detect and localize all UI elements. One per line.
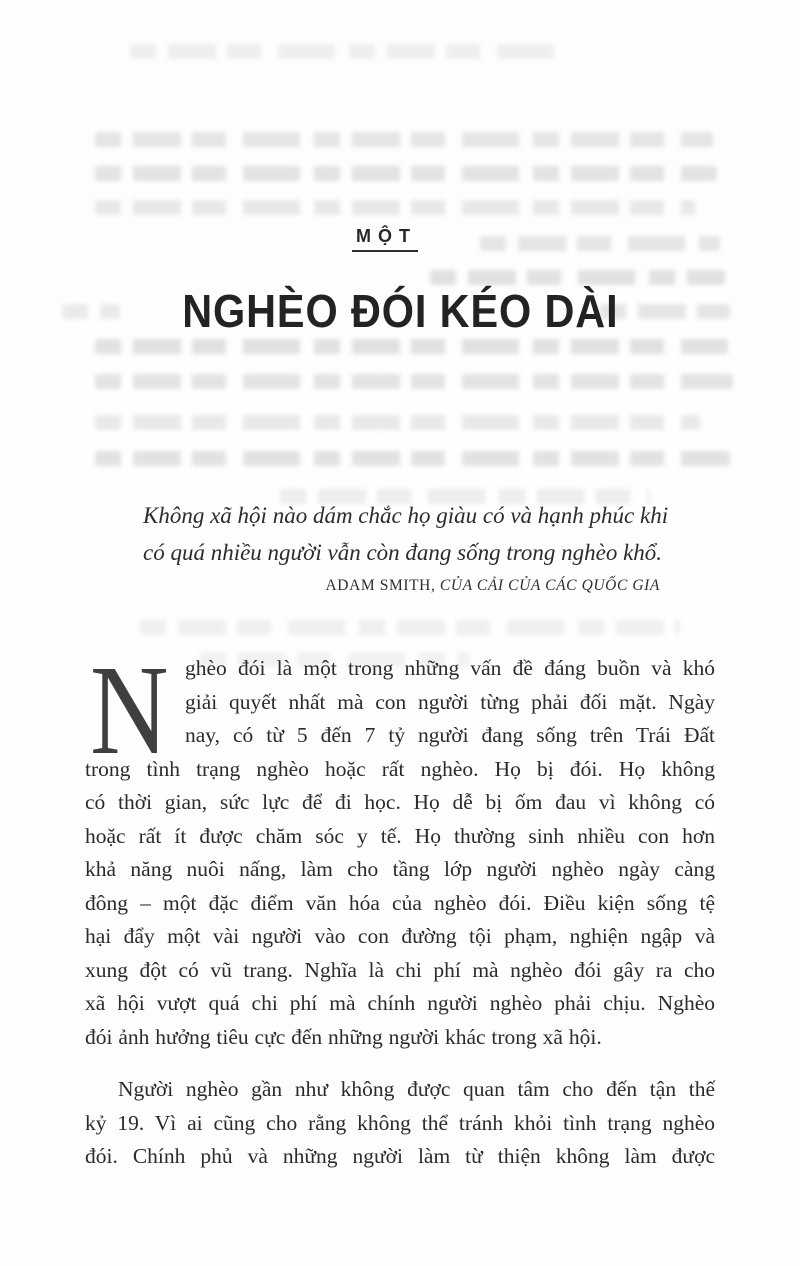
chapter-title [0,284,800,338]
ghost-text-line [95,200,695,215]
ghost-text-line [95,374,733,389]
epigraph-work-title: CỦA CẢI CỦA CÁC QUỐC GIA [439,577,660,594]
ghost-text-line [95,166,717,181]
body-line: hại đẩy một vài người vào con đường tội phạm, nghiện ngập và [85,924,715,948]
body-line: xã hội vượt quá chi phí mà chính người nghèo phải chịu. Nghèo [85,991,715,1015]
ghost-text-line [95,451,730,466]
body-line: nay, có từ 5 đến 7 tỷ người đang sống trên Trái Đất [185,723,715,747]
body-line: xung đột có vũ trang. Nghĩa là chi phí mà nghèo đói gây ra cho [85,957,715,982]
body-line: giải quyết nhất mà con người từng phải đối mặt. Ngày [185,689,715,714]
epigraph-quote [143,497,668,571]
epigraph-attribution [85,577,660,595]
chapter-number-label: MỘT [352,226,418,252]
ghost-text-line [130,44,560,59]
body-paragraph-1 [85,652,715,1054]
body-line: đông – một đặc điểm văn hóa của nghèo đói. Điều kiện sống tệ [85,890,715,915]
ghost-text-line [95,339,728,354]
ghost-text-line [140,620,680,635]
epigraph-quote-line: có quá nhiều người vẫn còn đang sống trong nghèo khổ. [143,540,663,565]
body-line: hoặc rất ít được chăm sóc y tế. Họ thường sinh nhiều con hơn [85,823,715,848]
drop-cap: N [90,639,169,781]
body-paragraph-2 [85,1073,715,1174]
body-line: kỷ 19. Vì ai cũng cho rằng không thể tránh khỏi tình trạng nghèo [85,1110,715,1135]
chapter-title-label: NGHÈO ĐÓI KÉO DÀI [181,285,619,337]
body-line: trong tình trạng nghèo hoặc rất nghèo. Họ bị đói. Họ không [85,756,715,781]
epigraph-quote-line: Không xã hội nào dám chắc họ giàu có và hạnh phúc khi [143,503,669,528]
chapter-number [0,226,770,252]
body-line: ghèo đói là một trong những vấn đề đáng buồn và khó [185,656,715,680]
ghost-text-line [95,415,700,430]
body-line: có thời gian, sức lực để đi học. Họ dễ bị ốm đau vì không có [85,790,715,814]
body-line: đói. Chính phủ và những người làm từ thiện không làm được [85,1144,715,1168]
body-line: Người nghèo gần như không được quan tâm cho đến tận thế [118,1077,715,1101]
ghost-text-line [430,270,725,285]
body-line: khả năng nuôi nấng, làm cho tầng lớp người nghèo ngày càng [85,857,715,881]
body-line: đói ảnh hưởng tiêu cực đến những người khác trong xã hội. [85,1024,602,1049]
epigraph-author: ADAM SMITH, [325,577,440,594]
ghost-text-line [95,132,713,147]
